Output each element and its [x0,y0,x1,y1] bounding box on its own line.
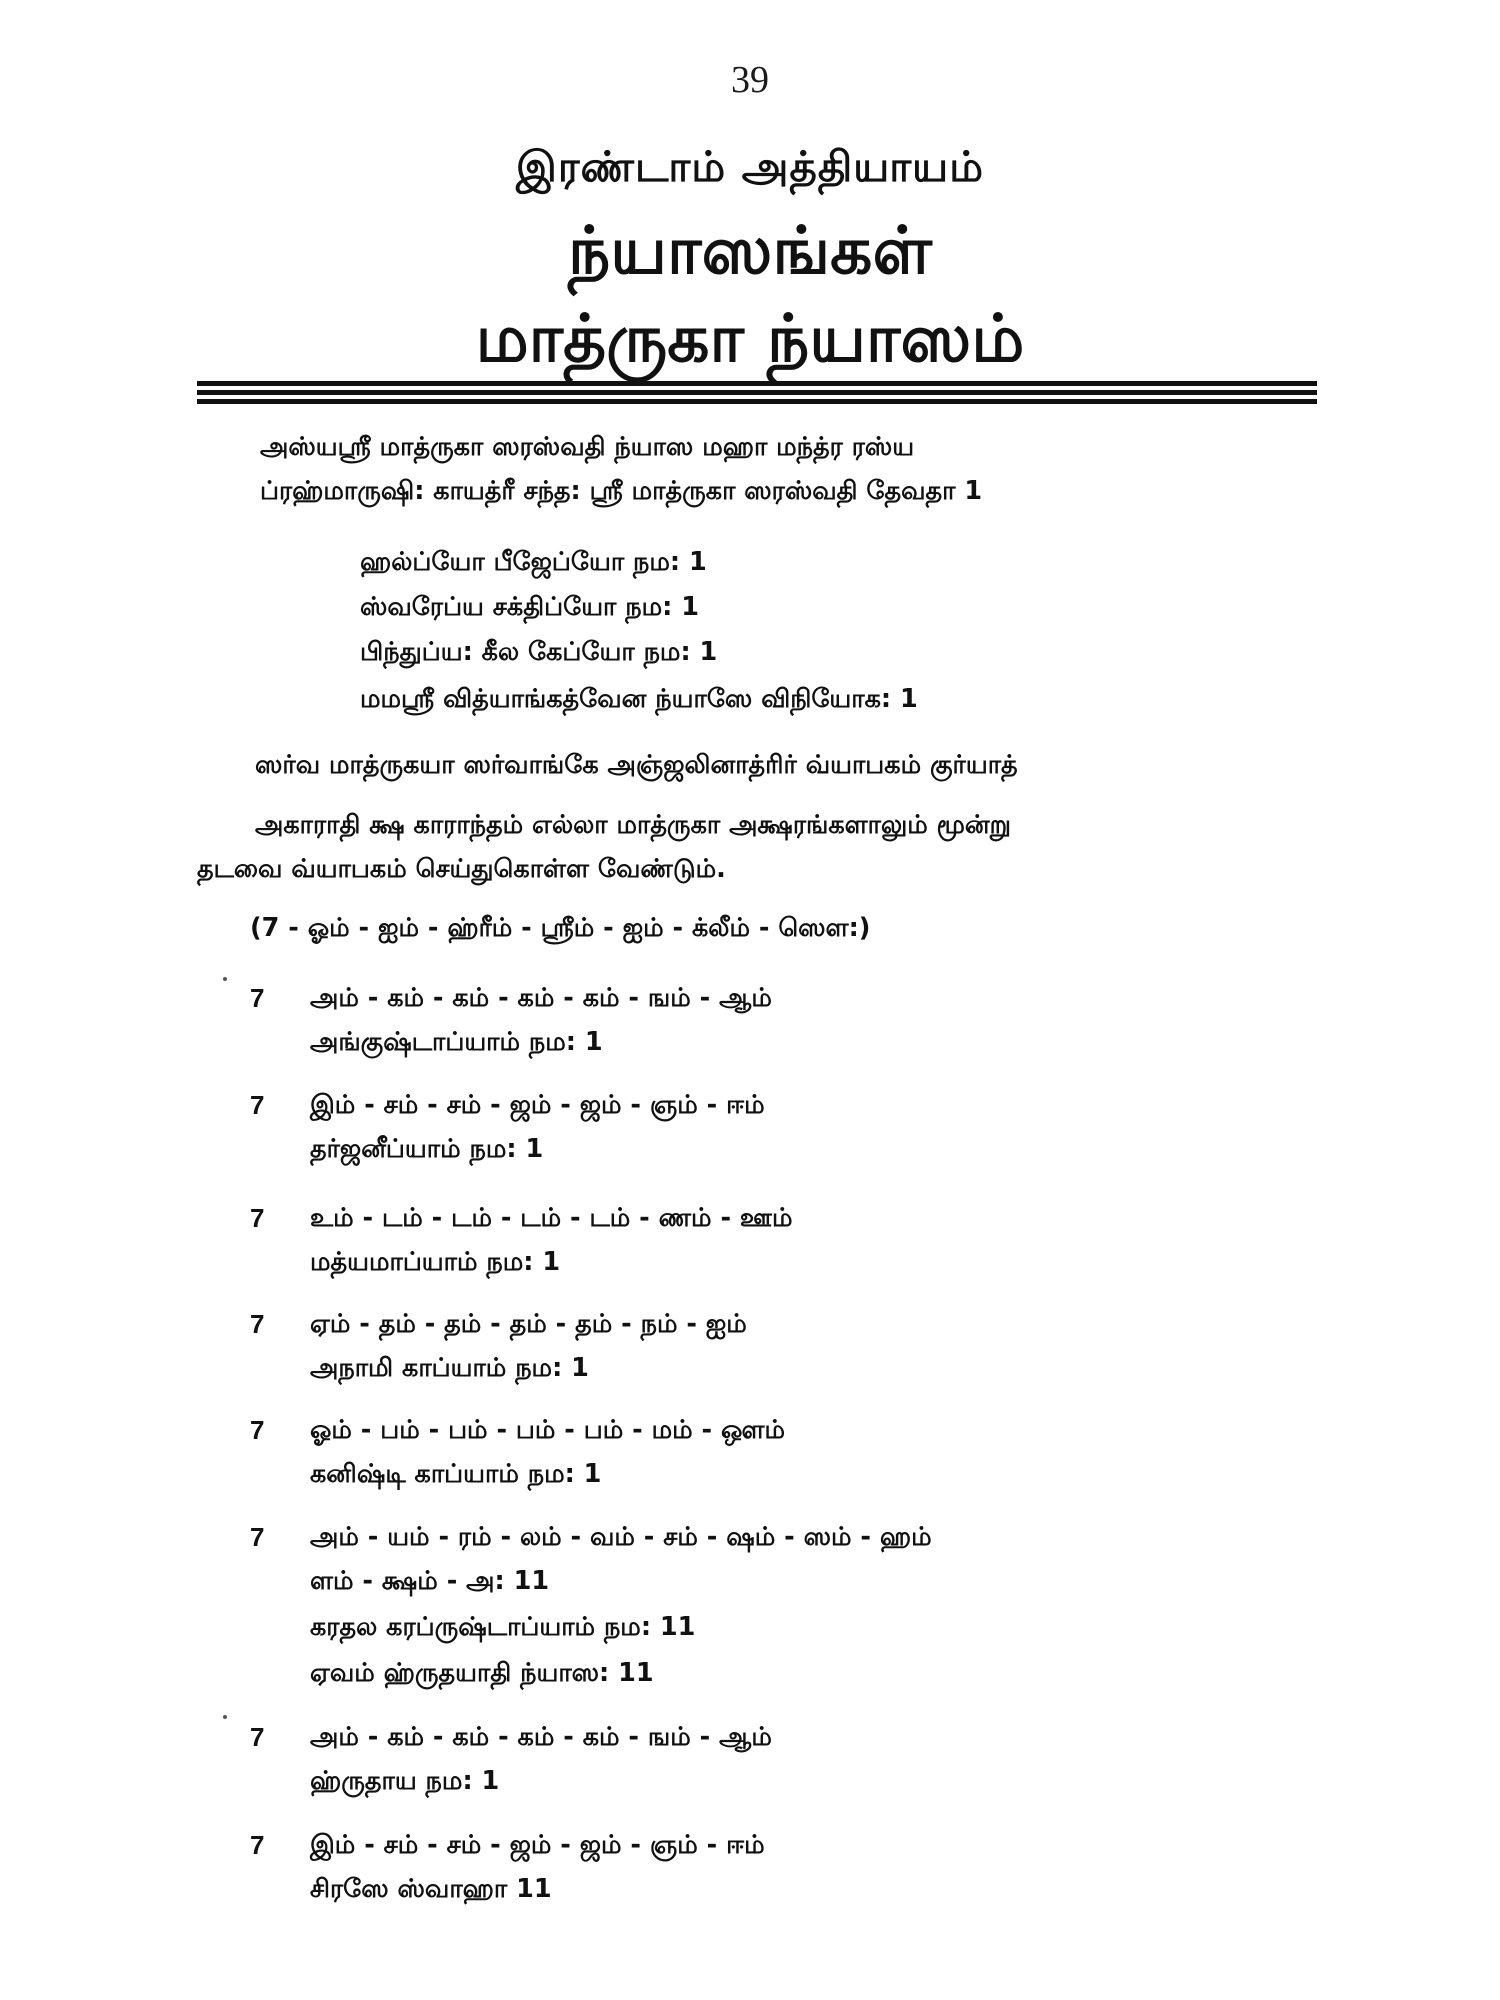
mantra-line: அங்குஷ்டாப்யாம் நம: 1 [310,1027,603,1057]
scan-speck [223,977,227,981]
block-number: 7 [250,1415,265,1445]
mantra-line: அம் - யம் - ரம் - லம் - வம் - சம் - ஷம் - ஸம் - ஹம் [310,1522,932,1552]
mantra-line: அம் - கம் - கம் - கம் - கம் - ஙம் - ஆம் [310,983,772,1013]
mantra-line: அம் - கம் - கம் - கம் - கம் - ஙம் - ஆம் [310,1722,772,1752]
bija-header: (7 - ஓம் - ஐம் - ஹ்ரீம் - ஸ்ரீம் - ஐம் - க்லீம் - ஸௌ:) [250,913,871,943]
mantra-line: சிரஸே ஸ்வாஹா 11 [310,1874,552,1904]
intro-line: அஸ்யஸ்ரீ மாத்ருகா ஸரஸ்வதி ந்யாஸ மஹா மந்த்ர ரஸ்ய [260,432,915,462]
mantra-line: தர்ஜனீப்யாம் நம: 1 [310,1134,544,1164]
invocation-line: பிந்துப்ய: கீல கேப்யோ நம: 1 [360,637,718,667]
mantra-line: ஹ்ருதாய நம: 1 [310,1766,500,1796]
chapter-heading: இரண்டாம் அத்தியாயம் [516,142,984,191]
block-number: 7 [250,1522,265,1552]
block-number: 7 [250,1309,265,1339]
scan-speck [223,1715,227,1719]
mantra-line: கனிஷ்டி காப்யாம் நம: 1 [310,1459,602,1489]
mantra-line: உம் - டம் - டம் - டம் - டம் - ணம் - ஊம் [310,1203,793,1233]
divider-line [197,390,1317,395]
block-number: 7 [250,1203,265,1233]
invocation-line: ஹல்ப்யோ பீஜேப்யோ நம: 1 [360,547,707,577]
title-divider [197,381,1317,408]
mantra-line: மத்யமாப்யாம் நம: 1 [310,1247,561,1277]
mantra-line: ஏவம் ஹ்ருதயாதி ந்யாஸ: 11 [310,1658,654,1688]
block-number: 7 [250,1090,265,1120]
mantra-line: ளம் - க்ஷம் - அ: 11 [310,1566,550,1596]
instruction-line: ஸர்வ மாத்ருகயா ஸர்வாங்கே அஞ்ஜலினாத்ரிர் வ்யாபகம் குர்யாத் [255,750,1018,780]
divider-line [197,381,1317,386]
mantra-line: கரதல கரப்ருஷ்டாப்யாம் நம: 11 [310,1612,696,1642]
mantra-line: அநாமி காப்யாம் நம: 1 [310,1353,589,1383]
block-number: 7 [250,1722,265,1752]
intro-line: ப்ரஹ்மாருஷி: காயத்ரீ சந்த: ஸ்ரீ மாத்ருகா ஸரஸ்வதி தேவதா 1 [260,476,983,506]
title-line-1: ந்யாஸங்கள் [568,212,932,289]
instruction-line: தடவை வ்யாபகம் செய்துகொள்ள வேண்டும். [197,854,726,884]
mantra-line: இம் - சம் - சம் - ஜம் - ஜம் - ஞம் - ஈம் [310,1830,765,1860]
mantra-line: ஏம் - தம் - தம் - தம் - தம் - நம் - ஐம் [310,1309,747,1339]
divider-line [197,399,1317,404]
block-number: 7 [250,1830,265,1860]
title-line-2: மாத்ருகா ந்யாஸம் [475,300,1025,377]
invocation-line: ஸ்வரேப்ய சக்திப்யோ நம: 1 [360,592,699,622]
mantra-line: ஓம் - பம் - பம் - பம் - பம் - மம் - ஔம் [310,1415,785,1445]
mantra-line: இம் - சம் - சம் - ஜம் - ஜம் - ஞம் - ஈம் [310,1090,765,1120]
invocation-line: மமஸ்ரீ வித்யாங்கத்வேன ந்யாஸே விநியோக: 1 [360,684,918,714]
block-number: 7 [250,983,265,1013]
instruction-line: அகாராதி க்ஷ காராந்தம் எல்லா மாத்ருகா அக்ஷரங்களாலும் மூன்று [255,810,1011,840]
page-number: 39 [731,59,769,101]
